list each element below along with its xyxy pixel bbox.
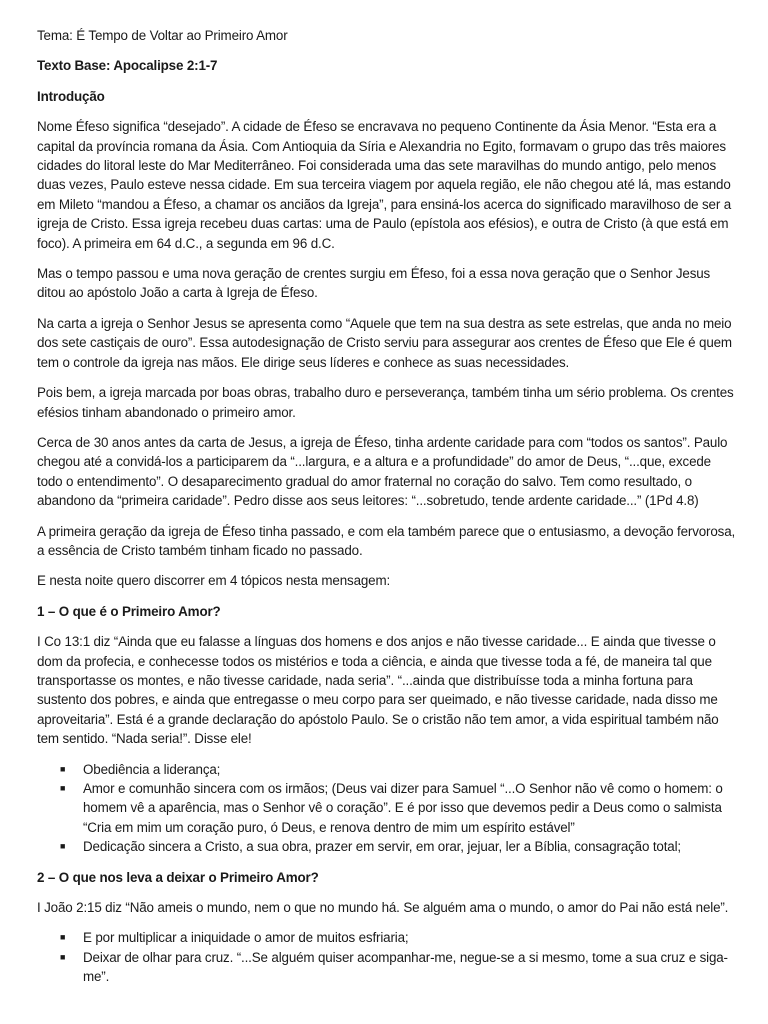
section-2-bullet-list	[37, 928, 738, 986]
section-2-heading: 2 – O que nos leva a deixar o Primeiro Amor?	[37, 869, 319, 885]
list-item-text: Deixar de olhar para cruz. “...Se alguém quiser acompanhar-me, negue-se a si mesmo, tome a sua cruz e siga-me”.	[83, 949, 728, 985]
intro-paragraph-2: Mas o tempo passou e uma nova geração de crentes surgiu em Éfeso, foi a essa nova geração que o Senhor Jesus ditou ao apóstolo João a carta à Igreja de Éfeso.	[37, 266, 711, 301]
square-bullet-icon: ■	[60, 841, 66, 852]
list-item	[60, 760, 738, 779]
square-bullet-icon: ■	[60, 932, 66, 943]
section-2-paragraph: I João 2:15 diz “Não ameis o mundo, nem o que no mundo há. Se alguém ama o mundo, o amor do Pai não está nele”.	[37, 900, 729, 916]
list-item-text: Amor e comunhão sincera com os irmãos; (Deus vai dizer para Samuel “...O Senhor não vê como o homem: o homem vê a aparência, mas o Senhor vê o coração”. E é por isso que devemos pedir a Deus como o salmista “Cria em mim um coração puro, ó Deus, e renova dentro de mim um espírito estável”	[83, 781, 723, 835]
list-item-text: Obediência a liderança;	[83, 761, 221, 777]
list-item	[60, 948, 738, 987]
list-item	[60, 928, 738, 947]
section-1-paragraph: I Co 13:1 diz “Ainda que eu falasse a línguas dos homens e dos anjos e não tivesse caridade... E ainda que tivesse o dom da profecia, e conhecesse todos os mistérios e toda a ciência, e ainda que tivesse toda a fé, de maneira tal que transportasse os montes, e não tivesse caridade, nada seria”. “...ainda que distribuísse toda a minha fortuna para sustento dos pobres, e ainda que entregasse o meu corpo para ser queimado, e não tivesse caridade, nada disso me aproveitaria”. Está é a grande declaração do apóstolo Paulo. Se o cristão não tem amor, a vida espiritual também não tem sentido. “Nada seria!”. Disse ele!	[37, 634, 719, 747]
square-bullet-icon: ■	[60, 783, 66, 793]
section-1-bullet-list	[37, 760, 738, 857]
list-item-text: Dedicação sincera a Cristo, a sua obra, prazer em servir, em orar, jejuar, ler a Bíblia, consagração total;	[83, 839, 681, 855]
theme-line: Tema: É Tempo de Voltar ao Primeiro Amor	[37, 28, 288, 43]
square-bullet-icon: ■	[60, 763, 66, 774]
square-bullet-icon: ■	[60, 951, 66, 962]
list-item-text: E por multiplicar a iniquidade o amor de muitos esfriaria;	[83, 930, 409, 946]
list-item	[60, 779, 738, 837]
intro-heading: Introdução	[37, 88, 105, 104]
intro-paragraph-6: A primeira geração da igreja de Éfeso tinha passado, e com ela também parece que o entusiasmo, a devoção fervorosa, a essência de Cristo também tinham ficado no passado.	[37, 523, 736, 558]
section-1-heading: 1 – O que é o Primeiro Amor?	[37, 603, 221, 619]
intro-paragraph-4: Pois bem, a igreja marcada por boas obras, trabalho duro e perseverança, também tinha um sério problema. Os crentes efésios tinham abandonado o primeiro amor.	[37, 385, 734, 420]
list-item	[60, 837, 738, 856]
intro-paragraph-7: E nesta noite quero discorrer em 4 tópicos nesta mensagem:	[37, 573, 391, 589]
intro-paragraph-5: Cerca de 30 anos antes da carta de Jesus, a igreja de Éfeso, tinha ardente caridade para com “todos os santos”. Paulo chegou até a convidá-los a participarem da “...largura, e a altura e a profundidade” do amor de Deus, “...que, excede todo o entendimento”. O desaparecimento gradual do amor fraternal no coração do salvo. Tem como resultado, o abandono da “primeira caridade”. Pedro disse aos seus leitores: “...sobretudo, tende ardente caridade...” (1Pd 4.8)	[37, 434, 728, 509]
intro-paragraph-3: Na carta a igreja o Senhor Jesus se apresenta como “Aquele que tem na sua destra as sete estrelas, que anda no meio dos sete castiçais de ouro”. Essa autodesignação de Cristo serviu para assegurar aos crentes de Éfeso que Ele é quem tem o controle da igreja nas mãos. Ele dirige seus líderes e conhece as suas necessidades.	[37, 315, 732, 370]
intro-paragraph-1: Nome Éfeso significa “desejado”. A cidade de Éfeso se encravava no pequeno Continente da Ásia Menor. “Esta era a capital da província romana da Ásia. Com Antioquia da Síria e Alexandria no Egito, formavam o grupo das três maiores cidades do litoral leste do Mar Mediterrâneo. Foi considerada uma das sete maravilhas do mundo antigo, pelo menos duas vezes, Paulo esteve nessa cidade. Em sua terceira viagem por aquela região, ele não chegou até lá, mas estando em Mileto “mandou a Éfeso, a chamar os anciãos da Igreja”, para ensiná-los acerca do significado maravilhoso de ser a igreja de Cristo. Essa igreja recebeu duas cartas: uma de Paulo (epístola aos efésios), e outra de Cristo (à que está em foco). A primeira em 64 d.C., a segunda em 96 d.C.	[37, 119, 732, 251]
base-text-line: Texto Base: Apocalipse 2:1-7	[37, 58, 218, 74]
